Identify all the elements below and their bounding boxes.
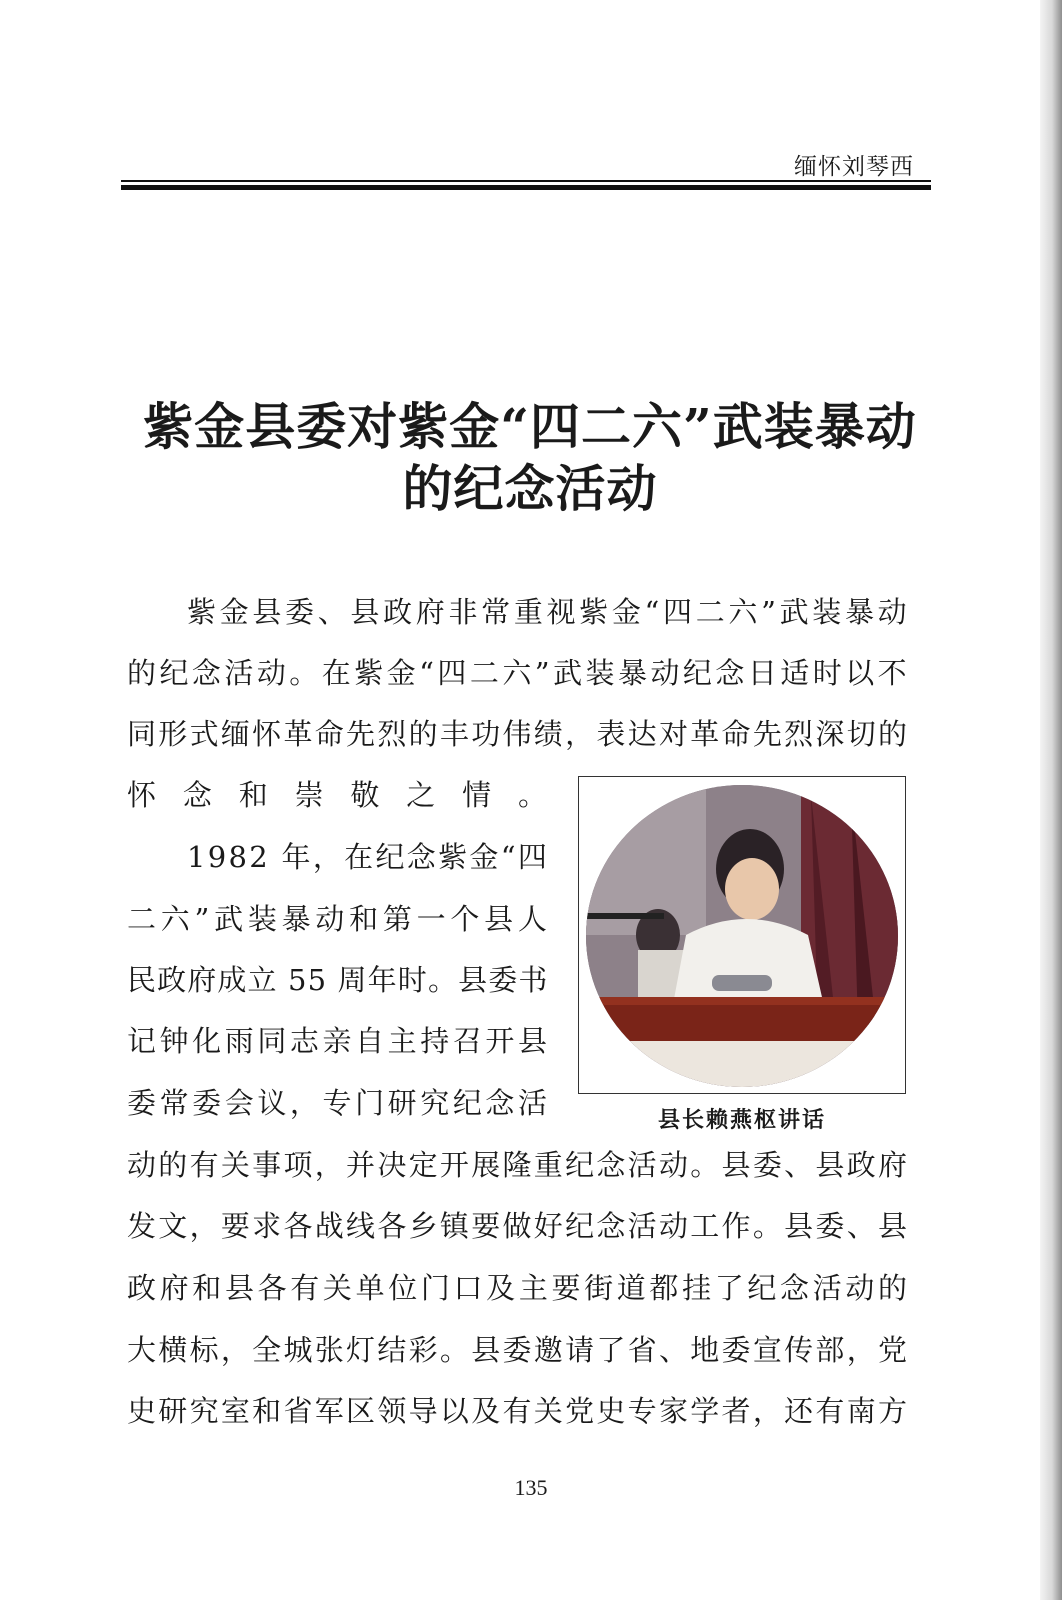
body-line-13: 大横标，全城张灯结彩。县委邀请了省、地委宣传部，党: [127, 1333, 910, 1367]
header-rule-thick: [121, 185, 931, 190]
body-line-8: 记钟化雨同志亲自主持召开县: [127, 1024, 551, 1058]
body-line-1: 紫金县委、县政府非常重视紫金“四二六”武装暴动: [187, 595, 911, 629]
photo-caption: 县长赖燕枢讲话: [657, 1108, 826, 1133]
body-line-14: 史研究室和省军区领导以及有关党史专家学者，还有南方: [127, 1394, 910, 1428]
running-head: 缅怀刘琴西: [794, 154, 914, 180]
body-line-2: 的纪念活动。在紫金“四二六”武装暴动纪念日适时以不: [127, 656, 911, 690]
photo-frame: [578, 776, 906, 1094]
body-line-5: 1982 年，在纪念紫金“四: [187, 840, 550, 874]
body-line-10: 动的有关事项，并决定开展隆重纪念活动。县委、县政府: [127, 1148, 910, 1182]
page-edge-shadow: [1040, 0, 1062, 1600]
article-title: [125, 396, 935, 520]
speaker-photo: [586, 785, 898, 1087]
body-line-12: 政府和县各有关单位门口及主要街道都挂了纪念活动的: [127, 1271, 911, 1305]
title-line-1: 紫金县委对紫金“四二六”武装暴动: [143, 397, 917, 456]
body-line-6: 二六”武装暴动和第一个县人: [127, 902, 552, 936]
body-line-4: 怀念和崇敬之情。: [127, 778, 574, 812]
body-line-9: 委常委会议，专门研究纪念活: [127, 1086, 551, 1120]
body-line-7: 民政府成立 55 周年时。县委书: [127, 963, 549, 997]
header-rule-thin: [121, 180, 931, 182]
page-number: 135: [514, 1475, 548, 1500]
body-line-3: 同形式缅怀革命先烈的丰功伟绩，表达对革命先烈深切的: [127, 717, 910, 751]
title-line-2: 的纪念活动: [402, 459, 658, 518]
body-line-11: 发文，要求各战线各乡镇要做好纪念活动工作。县委、县: [127, 1209, 910, 1243]
